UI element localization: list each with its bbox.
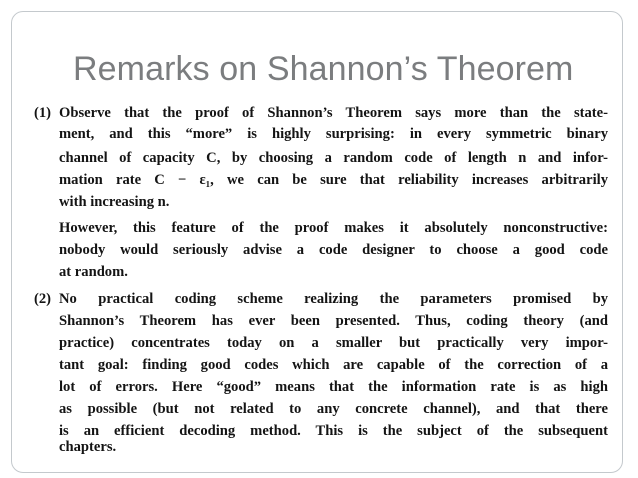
remark-2-line-4: tant goal: finding good codes which are capable of the correction of a [59, 357, 608, 373]
remark-2-line-7: is an efficient decoding method. This is the subject of the subsequent [59, 423, 608, 439]
remark-1-line-4: mation rate C − ε₁, we can be sure that reliability increases arbitrarily [59, 172, 608, 188]
remark-2-line-8: chapters. [59, 439, 117, 455]
remark-1-line-1-text: Observe that the proof of Shannon’s Theorem says more than the state- [59, 105, 608, 121]
remark-1-para2-line-2: nobody would seriously advise a code designer to choose a good code [59, 242, 608, 258]
remark-2-line-6: as possible (but not related to any concrete channel), and that there [59, 401, 608, 417]
remark-1-line-2: ment, and this “more” is highly surprising: in every symmetric binary [59, 126, 608, 142]
remark-2-label: (2) [34, 291, 52, 307]
remark-2-line-1 [34, 290, 608, 310]
remark-2-line-5: lot of errors. Here “good” means that the information rate is as high [59, 379, 608, 395]
remark-1-line-3: channel of capacity C, by choosing a random code of length n and infor- [59, 150, 608, 166]
remark-2-line-2: Shannon’s Theorem has ever been presented. Thus, coding theory (and [59, 313, 608, 329]
remark-1-line-1 [34, 104, 608, 124]
remark-2-line-3: practice) concentrates today on a smaller but practically very impor- [59, 335, 608, 351]
remark-1-para2-line-1: However, this feature of the proof makes it absolutely nonconstructive: [59, 220, 608, 236]
slide-title: Remarks on Shannon’s Theorem [73, 50, 574, 88]
remark-1-para2-line-3: at random. [59, 264, 128, 280]
remark-1-label: (1) [34, 105, 52, 121]
scanned-text-block [34, 104, 626, 456]
remark-2-line-1-text: No practical coding scheme realizing the parameters promised by [59, 291, 608, 307]
remark-1-line-5: with increasing n. [59, 194, 170, 210]
